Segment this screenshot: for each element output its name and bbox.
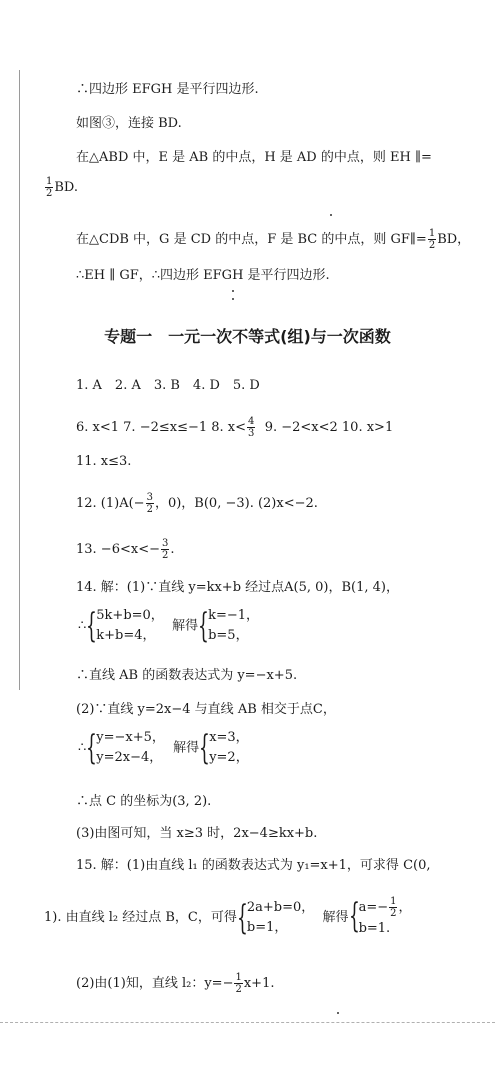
answer-line: (2)由(1)知，直线 l₂：y=− $\frac{1}{2}$ x+1.	[76, 972, 275, 995]
fraction: $\frac{4}{3}$	[248, 416, 255, 439]
equation-system: { a=− $\frac{1}{2}$ ， b=1.	[348, 896, 412, 936]
text-line: ∴四边形 EFGH 是平行四边形.	[76, 82, 259, 97]
answer-line: 13. −6<x<− $\frac{3}{2}$ .	[76, 538, 175, 561]
text-line: 如图③，连接 BD.	[76, 116, 182, 131]
fraction: $\frac{1}{2}$	[235, 972, 242, 995]
fraction: $\frac{1}{2}$	[428, 228, 436, 251]
page-bottom-divider	[0, 1022, 495, 1023]
parallel-equal-symbol: ∥=	[414, 150, 432, 165]
speck	[232, 290, 234, 292]
section-title: 专题一 一元一次不等式(组)与一次函数	[104, 327, 391, 346]
answer-line: ∴点 C 的坐标为(3, 2).	[76, 794, 212, 809]
equation-system: { x=3， y=2，	[199, 728, 249, 768]
answer-line: (2)∵直线 y=2x−4 与直线 AB 相交于点C，	[76, 702, 336, 717]
answer-line: ∴直线 AB 的函数表达式为 y=−x+5.	[76, 668, 298, 683]
answer-line: 1. A 2. A 3. B 4. D 5. D	[76, 378, 260, 393]
equation-system: { k=−1， b=5，	[198, 606, 260, 646]
fraction: $\frac{3}{2}$	[161, 538, 169, 561]
text-line: 在△ABD 中，E 是 AB 的中点，H 是 AD 的中点，则 EH ∥=	[76, 150, 432, 165]
speck	[330, 214, 332, 216]
speck	[337, 1012, 339, 1014]
text-line: ∴EH ∥ GF，∴四边形 EFGH 是平行四边形.	[76, 268, 330, 283]
text-line: $\frac{1}{2}$ BD.	[46, 176, 79, 199]
fraction: $\frac{1}{2}$	[390, 896, 397, 919]
answer-line: 12. (1)A(− $\frac{3}{2}$ ，0)，B(0, −3). (2)x<−2.	[76, 492, 318, 515]
margin-rule	[19, 70, 20, 690]
answer-line: 11. x≤3.	[76, 454, 132, 469]
answer-line: 15. 解：(1)由直线 l₁ 的函数表达式为 y₁=x+1，可求得 C(0,	[76, 858, 431, 873]
fraction: $\frac{1}{2}$	[46, 176, 53, 199]
answer-line: 6. x<1 7. −2≤x≤−1 8. x< $\frac{4}{3}$ 9. −2<x<2 10. x>1	[76, 416, 394, 439]
equation-system: { 2a+b=0， b=1，	[236, 897, 315, 938]
equation-system-line: 1). 由直线 l₂ 经过点 B，C，可得 { 2a+b=0， b=1， 解得 { a=− $\frac{1}{2}$ ， b=1.	[44, 896, 412, 938]
speck	[232, 298, 234, 300]
answer-line: 14. 解：(1)∵直线 y=kx+b 经过点A(5, 0)，B(1, 4)，	[76, 580, 399, 595]
equation-system: { y=−x+5， y=2x−4，	[86, 728, 165, 768]
equation-system: { 5k+b=0， k+b=4，	[86, 606, 164, 646]
answer-line: (3)由图可知，当 x≥3 时，2x−4≥kx+b.	[76, 826, 318, 841]
equation-system-line: ∴ { y=−x+5， y=2x−4， 解得 { x=3， y=2，	[78, 728, 249, 768]
text-line: 在△CDB 中，G 是 CD 的中点，F 是 BC 的中点，则 GF∥= $\frac{1}{2}$ BD，	[76, 228, 471, 251]
equation-system-line: ∴ { 5k+b=0， k+b=4， 解得 { k=−1， b=5，	[78, 606, 260, 646]
fraction: $\frac{3}{2}$	[146, 492, 153, 515]
